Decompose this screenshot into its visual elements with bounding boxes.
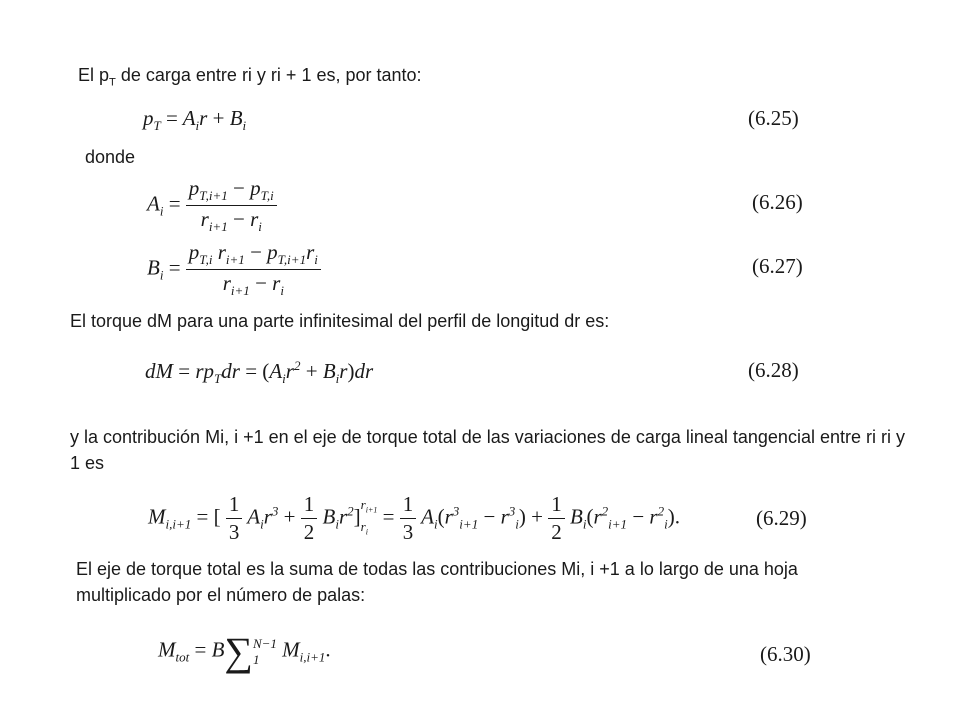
equation-number-6-30: (6.30)	[760, 642, 811, 666]
equation-6-28: dM = $rp_Tdr = (A_ir^2 + B_ir)dr$	[145, 358, 374, 387]
equation-number-6-28: (6.28)	[748, 358, 799, 382]
equation-number-6-29: (6.29)	[756, 506, 807, 530]
equation-6-29: $M_{i,i+1}$ = [ $\frac{1}{3}$ $A_ir^3$ + $\frac{1}{2}$ $B_ir^2$] $r_{i+1}$ $r_i$ = $\frac{1}{3}$ $A_i(r^3_{i+1} - r^3_i)$ + $\frac{1}{2}$ $B_i(r^2_{i+1} - r^2_i)$.	[148, 492, 680, 544]
p1-post: de carga entre ri y ri + 1 es, por tanto:	[115, 65, 422, 85]
paragraph-torque: El torque dM para una parte infinitesimal del perfil de longitud dr es:	[70, 311, 610, 331]
equation-number-6-25: (6.25)	[748, 106, 799, 130]
paragraph-donde: donde	[85, 147, 136, 167]
p1-pre: El p	[78, 65, 110, 85]
equation-number-6-26: (6.26)	[752, 190, 803, 214]
equation-6-25: $p_T = A_ir + B_i$	[143, 106, 247, 134]
equation-6-30: $M_{tot} = B\sum$ N−1 1 $M_{i,i+1}$.	[158, 629, 331, 674]
equation-6-26: $A_i$ = $\frac{p_{T,i+1} - p_{T,i}}{r_{i+1} - r_i}$	[147, 176, 277, 235]
paragraph-total-torque: El eje de torque total es la suma de todas las contribuciones Mi, i +1 a lo largo de una hoja multiplicado por el número de palas:	[76, 559, 798, 605]
paragraph-contribution: y la contribución Mi, i +1 en el eje de torque total de las variaciones de carga lineal tangencial entre ri ri y 1 es	[70, 427, 905, 473]
paragraph-load-between-radii	[78, 62, 422, 96]
p1-sub: T	[109, 76, 116, 89]
equation-number-6-27: (6.27)	[752, 254, 803, 278]
equation-6-27: $B_i$ = $\frac{p_{T,i} r_{i+1} - p_{T,i+1}r_i}{r_{i+1} - r_i}$	[147, 240, 321, 299]
